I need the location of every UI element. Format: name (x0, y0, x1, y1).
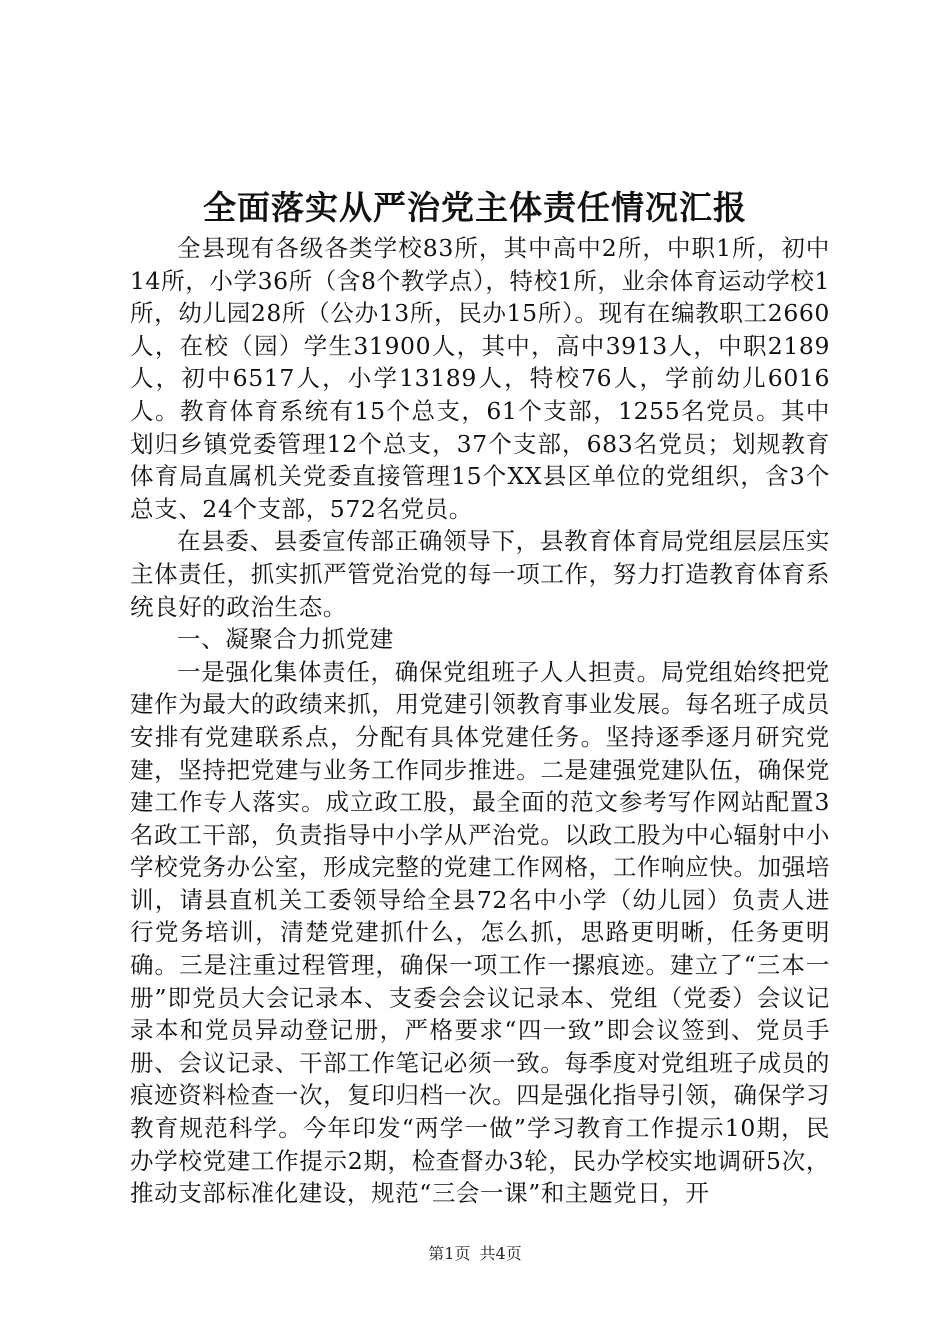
paragraph-school-statistics: 全县现有各级各类学校83所，其中高中2所，中职1所，初中14所，小学36所（含8个教学点），特校1所，业余体育运动学校1所，幼儿园28所（公办13所，民办15所）。现有在编教职工2660人，在校（园）学生31900人，其中，高中3913人，中职2189人，初中6517人，小学13189人，特校76人，学前幼儿6016人。教育体育系统有15个总支，61个支部，1255名党员。其中划归乡镇党委管理12个总支，37个支部，683名党员；划规教育体育局直属机关党委直接管理15个XX县区单位的党组织，含3个总支、24个支部，572名党员。 (130, 234, 830, 523)
document-title: 全面落实从严治党主体责任情况汇报 (203, 188, 747, 227)
document-body (130, 232, 830, 1210)
paragraph-party-building: 一是强化集体责任，确保党组班子人人担责。局党组始终把党建作为最大的政绩来抓，用党建引领教育事业发展。每名班子成员安排有党建联系点，分配有具体党建任务。坚持逐季逐月研究党建，坚持把党建与业务工作同步推进。二是建强党建队伍，确保党建工作专人落实。成立政工股，最全面的范文参考写作网站配置3名政工干部，负责指导中小学从严治党。以政工股为中心辐射中小学校党务办公室，形成完整的党建工作网格，工作响应快。加强培训，请县直机关工委领导给全县72名中小学（幼儿园）负责人进行党务培训，清楚党建抓什么，怎么抓，思路更明晰，任务更明确。三是注重过程管理，确保一项工作一摞痕迹。建立了“三本一册”即党员大会记录本、支委会会议记录本、党组（党委）会议记录本和党员异动登记册，严格要求“四一致”即会议签到、党员手册、会议记录、干部工作笔记必须一致。每季度对党组班子成员的痕迹资料检查一次，复印归档一次。四是强化指导引领，确保学习教育规范科学。今年印发“两学一做”学习教育工作提示10期，民办学校党建工作提示2期，检查督办3轮，民办学校实地调研5次，推动支部标准化建设，规范“三会一课”和主题党日，开 (130, 657, 830, 1208)
section-heading: 一、凝聚合力抓党建 (177, 625, 394, 654)
page-total: 共4页 (479, 1244, 522, 1263)
paragraph-leadership: 在县委、县委宣传部正确领导下，县教育体育局党组层层压实主体责任，抓实抓严管党治党的每一项工作，努力打造教育体育系统良好的政治生态。 (130, 527, 830, 621)
page-number: 第1页 (428, 1244, 471, 1263)
page-footer (0, 1243, 950, 1265)
